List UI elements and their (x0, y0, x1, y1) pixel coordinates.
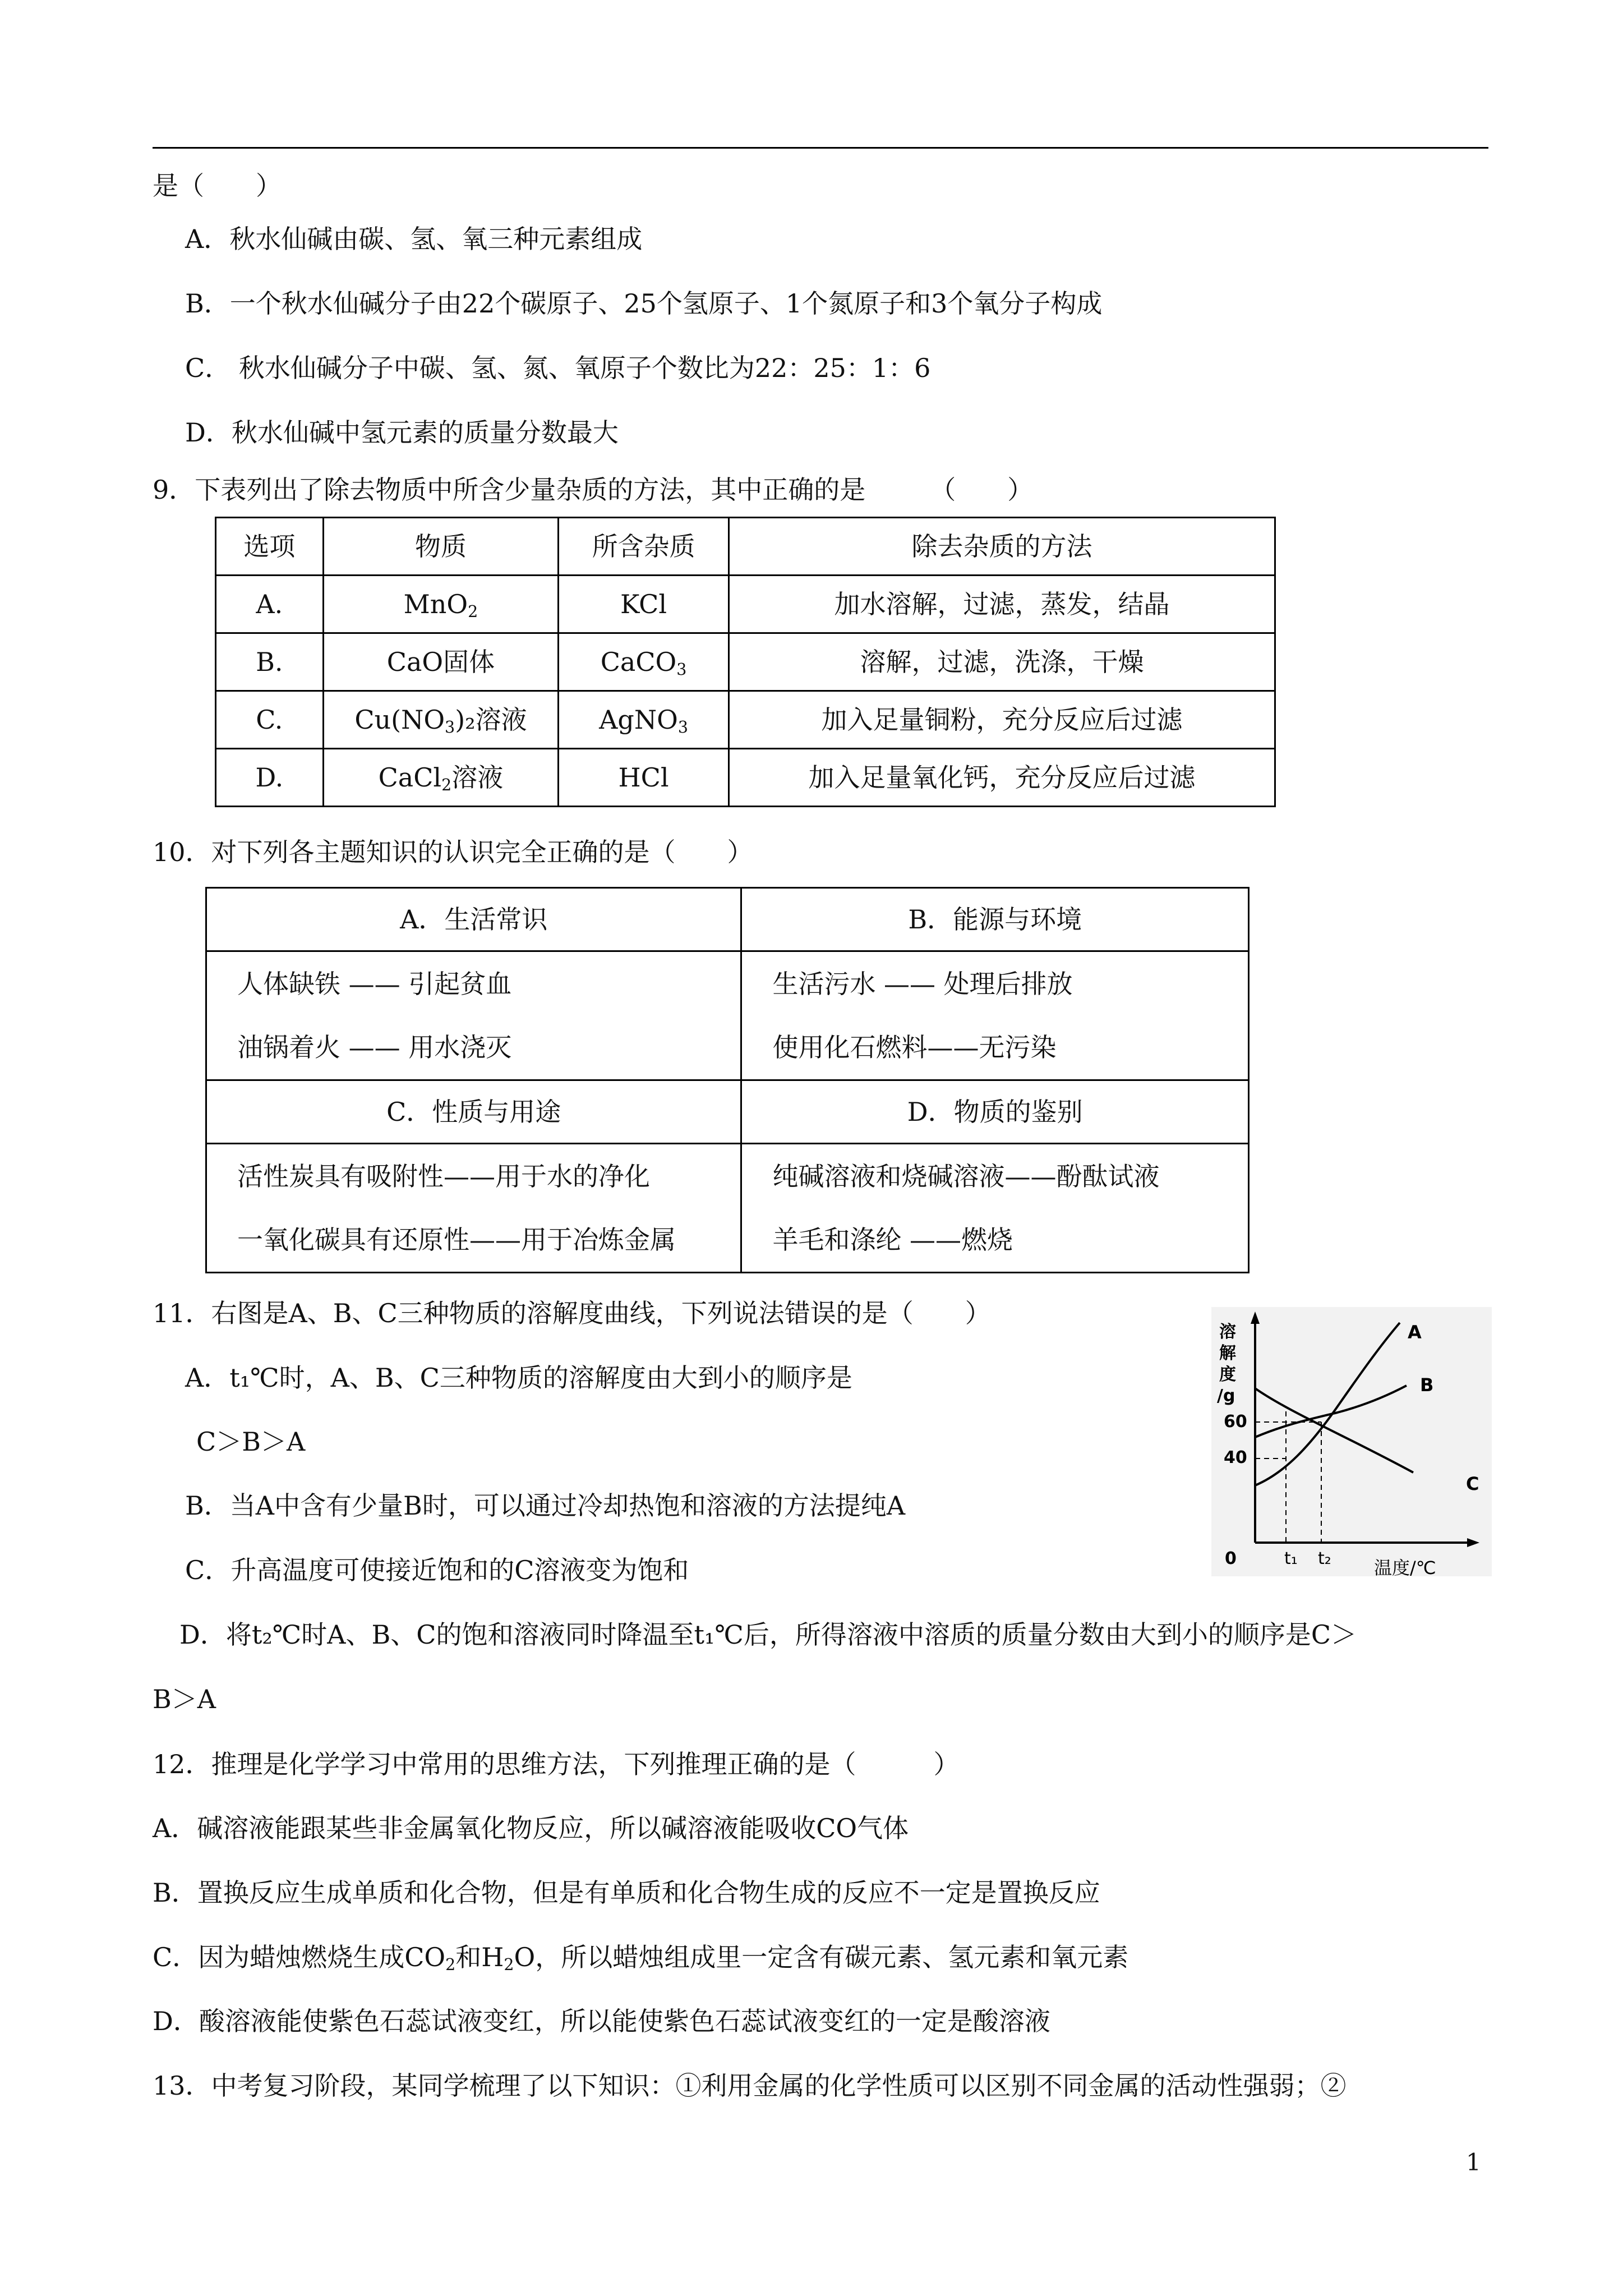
q9-table-row (216, 749, 1275, 807)
q9-cell-method: 加水溶解，过滤，蒸发，结晶 (728, 576, 1275, 633)
q9-cell-option: A. (216, 576, 324, 633)
q10-stem: 10．对下列各主题知识的认识完全正确的是（ ） (153, 837, 753, 867)
q9-cell-impurity: CaCO$_3$ (559, 633, 729, 691)
q8-option-d: D．秋水仙碱中氢元素的质量分数最大 (185, 417, 619, 448)
q8-option-b: B．一个秋水仙碱分子由22个碳原子、25个氢原子、1个氮原子和3个氧分子构成 (185, 288, 1103, 319)
origin-label: 0 (1225, 1549, 1237, 1568)
q12-stem: 12．推理是化学学习中常用的思维方法，下列推理正确的是（ ） (153, 1749, 960, 1779)
y-tick-60: 60 (1224, 1412, 1247, 1432)
q11-stem: 11．右图是A、B、C三种物质的溶解度曲线，下列说法错误的是（ ） (153, 1298, 991, 1328)
q10-body-b: 生活污水 —— 处理后排放 使用化石燃料——无污染 (741, 951, 1249, 1080)
page-number: 1 (1466, 2148, 1481, 2176)
q10-head-d: D．物质的鉴别 (741, 1080, 1249, 1144)
q9-header-method: 除去杂质的方法 (728, 518, 1275, 576)
q10-body-row (206, 1144, 1249, 1273)
q9-cell-impurity: KCl (559, 576, 729, 633)
q10-table (205, 887, 1249, 1273)
q12-option-a: A．碱溶液能跟某些非金属氧化物反应，所以碱溶液能吸收CO气体 (153, 1813, 909, 1843)
q12-option-b: B．置换反应生成单质和化合物，但是有单质和化合物生成的反应不一定是置换反应 (153, 1878, 1100, 1908)
q9-cell-substance: MnO$_2$ (323, 576, 559, 633)
q10-body-d: 纯碱溶液和烧碱溶液——酚酞试液 羊毛和涤纶 ——燃烧 (741, 1144, 1249, 1273)
q10-head-a: A．生活常识 (206, 888, 741, 951)
x-axis-label: 温度/℃ (1374, 1557, 1436, 1576)
q11-option-d-cont: B＞A (153, 1684, 216, 1714)
q9-cell-method: 加入足量铜粉，充分反应后过滤 (728, 691, 1275, 749)
q9-header-substance: 物质 (323, 518, 559, 576)
solubility-curve-figure (1211, 1307, 1492, 1576)
q11-option-c: C．升高温度可使接近饱和的C溶液变为饱和 (185, 1555, 689, 1585)
q10-head-b: B．能源与环境 (741, 888, 1249, 951)
q9-cell-option: D. (216, 749, 324, 807)
q9-cell-method: 溶解，过滤，洗涤，干燥 (728, 633, 1275, 691)
q10-header-row (206, 1080, 1249, 1144)
q9-cell-option: B. (216, 633, 324, 691)
q9-cell-impurity: HCl (559, 749, 729, 807)
x-tick-t2: t₂ (1318, 1549, 1331, 1568)
y-label-char: 溶 (1219, 1322, 1236, 1342)
q10-head-c: C．性质与用途 (206, 1080, 741, 1144)
q13-stem: 13．中考复习阶段，某同学梳理了以下知识：①利用金属的化学性质可以区别不同金属的活动性强弱；② (153, 2070, 1347, 2101)
q11-option-b: B．当A中含有少量B时，可以通过冷却热饱和溶液的方法提纯A (185, 1490, 906, 1521)
curve-b-label: B (1420, 1374, 1434, 1396)
q9-table-header-row (216, 518, 1275, 576)
q11-option-a: A．t₁℃时，A、B、C三种物质的溶解度由大到小的顺序是 (185, 1363, 852, 1393)
q9-cell-option: C. (216, 691, 324, 749)
q8-option-c: C． 秋水仙碱分子中碳、氢、氮、氧原子个数比为22：25：1：6 (185, 353, 931, 383)
q10-header-row (206, 888, 1249, 951)
q10-body-c: 活性炭具有吸附性——用于水的净化 一氧化碳具有还原性——用于冶炼金属 (206, 1144, 741, 1273)
q12-option-c: C．因为蜡烛燃烧生成$CO_2$和$H_2O$，所以蜡烛组成里一定含有碳元素、氢元素和氧元素 (153, 1942, 1129, 1975)
q8-option-a: A．秋水仙碱由碳、氢、氧三种元素组成 (185, 224, 643, 254)
q9-cell-substance: $Cu(NO_3)_2$溶液 (323, 691, 559, 749)
q9-table-row (216, 691, 1275, 749)
q10-body-row (206, 951, 1249, 1080)
y-tick-40: 40 (1224, 1448, 1247, 1467)
y-label-char: 度 (1219, 1365, 1236, 1384)
curve-a-label: A (1408, 1322, 1422, 1343)
y-label-char: 解 (1219, 1343, 1236, 1363)
q11-option-d: D．将t₂℃时A、B、C的饱和溶液同时降温至t₁℃后，所得溶液中溶质的质量分数由大到小的顺序是C＞ (179, 1619, 1357, 1650)
q9-header-impurity: 所含杂质 (559, 518, 729, 576)
x-tick-t1: t₁ (1284, 1549, 1298, 1568)
header-rule (153, 147, 1488, 149)
q9-cell-substance: CaCl$_2$溶液 (323, 749, 559, 807)
q9-stem: 9．下表列出了除去物质中所含少量杂质的方法，其中正确的是 （ ） (153, 475, 1034, 505)
q9-table (215, 517, 1276, 807)
y-label-char: /g (1217, 1386, 1235, 1406)
curve-c-label: C (1466, 1473, 1479, 1494)
q9-cell-substance: CaO固体 (323, 633, 559, 691)
q9-header-option: 选项 (216, 518, 324, 576)
q9-table-row (216, 576, 1275, 633)
q10-body-a: 人体缺铁 —— 引起贫血 油锅着火 —— 用水浇灭 (206, 951, 741, 1080)
q11-option-a-cont: C＞B＞A (196, 1427, 306, 1457)
q9-table-row (216, 633, 1275, 691)
q9-cell-method: 加入足量氧化钙，充分反应后过滤 (728, 749, 1275, 807)
q9-cell-impurity: AgNO$_3$ (559, 691, 729, 749)
q8-stem-tail: 是（ ） (153, 171, 282, 201)
q12-option-d: D．酸溶液能使紫色石蕊试液变红，所以能使紫色石蕊试液变红的一定是酸溶液 (153, 2006, 1050, 2036)
